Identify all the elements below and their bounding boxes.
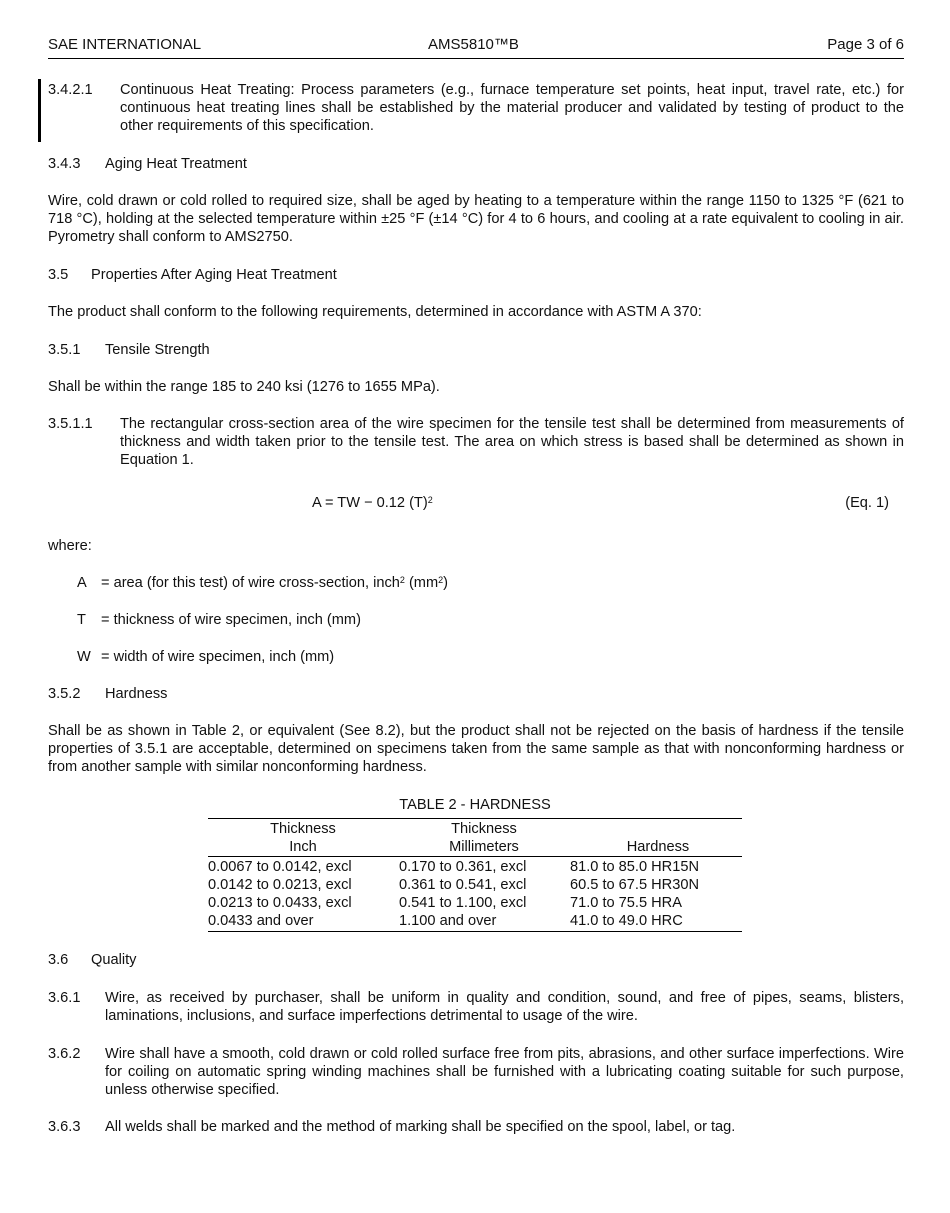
table-cell: 0.541 to 1.100, excl	[399, 895, 527, 911]
section-3-4-2-1	[48, 81, 904, 137]
header-line: Inch	[289, 839, 317, 855]
table-header-inch	[248, 820, 358, 856]
definition-symbol: W	[77, 649, 91, 665]
section-3-6-1	[48, 989, 904, 1026]
header-page-number: Page 3 of 6	[827, 36, 904, 53]
section-number: 3.5.1	[48, 342, 81, 358]
definition-w	[77, 648, 334, 666]
table-cell: 0.0213 to 0.0433, excl	[208, 895, 352, 911]
where-label: where:	[48, 538, 92, 554]
definition-t	[77, 611, 361, 629]
table-bottom-rule	[208, 931, 742, 932]
definition-superscript: 2	[438, 575, 444, 585]
definition-text: = thickness of wire specimen, inch (mm)	[101, 612, 361, 628]
table-cell: 1.100 and over	[399, 913, 497, 929]
revision-change-bar	[38, 79, 41, 142]
hardness-table	[208, 818, 742, 932]
header-doc-number: AMS5810™B	[428, 36, 519, 53]
header-org: SAE INTERNATIONAL	[48, 36, 202, 53]
table-cell: 0.0433 and over	[208, 913, 314, 929]
header-line	[608, 820, 708, 838]
section-number: 3.6.1	[48, 990, 81, 1006]
table-cell: 81.0 to 85.0 HR15N	[570, 859, 699, 875]
section-number: 3.6.3	[48, 1119, 81, 1135]
table-cell: 0.0067 to 0.0142, excl	[208, 859, 352, 875]
table-title: TABLE 2 - HARDNESS	[399, 797, 551, 813]
heading-3-4-3	[48, 155, 904, 173]
definition-text: = area (for this test) of wire cross-section, inch	[101, 575, 400, 591]
section-number: 3.5.1.1	[48, 416, 93, 432]
definition-superscript: 2	[399, 575, 405, 585]
equation-body: A = TW − 0.12 (T)	[312, 495, 428, 511]
section-title: Quality	[91, 952, 137, 968]
heading-3-5	[48, 266, 904, 284]
section-number: 3.6	[48, 952, 69, 968]
section-3-6-3	[48, 1118, 904, 1136]
section-number: 3.6.2	[48, 1046, 81, 1062]
section-number: 3.4.2.1	[48, 82, 93, 98]
heading-3-6	[48, 951, 904, 969]
page-header	[48, 36, 904, 59]
section-number: 3.5	[48, 267, 69, 283]
equation-1	[312, 494, 433, 512]
definition-a	[77, 574, 448, 592]
section-3-5-1-1	[48, 415, 904, 471]
equation-exponent: 2	[427, 495, 433, 505]
table-header-mm	[434, 820, 534, 856]
definition-symbol: A	[77, 575, 87, 591]
section-number: 3.5.2	[48, 686, 81, 702]
table-cell: 0.170 to 0.361, excl	[399, 859, 527, 875]
table-cell: 0.0142 to 0.0213, excl	[208, 877, 352, 893]
header-line: Thickness	[451, 821, 517, 837]
section-text: All welds shall be marked and the method of marking shall be specified on the spool, label, or tag.	[105, 1119, 736, 1135]
table-top-rule	[208, 818, 742, 819]
definition-text-mm: (mm	[404, 575, 439, 591]
section-title: Tensile Strength	[105, 342, 210, 358]
aging-paragraph: Wire, cold drawn or cold rolled to required size, shall be aged by heating to a temperature within the range 1150 to 1325 °F (621 to 718 °C), holding at the selected temperature within ±25 °F (±14 °C) for 4 to 6 hours, and cooling at a rate equivalent to cooling in air. Pyrometry shall conform to AMS2750.	[48, 193, 904, 245]
table-cell: 60.5 to 67.5 HR30N	[570, 877, 699, 893]
section-text: Continuous Heat Treating: Process parameters (e.g., furnace temperature set points, heat input, travel rate, etc.) for continuous heat treating lines shall be established by the material producer and validated by testing of product to the other requirements of this specification.	[120, 82, 904, 134]
section-text: Wire shall have a smooth, cold drawn or cold rolled surface free from pits, abrasions, and other surface imperfections. Wire for coiling on automatic spring winding machines shall be furnished with a lubricating coating suitable for such purpose, unless otherwise specified.	[105, 1046, 904, 1098]
heading-3-5-2	[48, 685, 904, 703]
section-3-6-2	[48, 1045, 904, 1101]
table-header-hardness	[608, 820, 708, 856]
table-header-rule	[208, 856, 742, 857]
definition-text-end: )	[443, 575, 449, 591]
equation-label: (Eq. 1)	[845, 495, 889, 511]
section-title: Properties After Aging Heat Treatment	[91, 267, 337, 283]
definition-symbol: T	[77, 612, 86, 628]
properties-paragraph: The product shall conform to the following requirements, determined in accordance with ASTM A 370:	[48, 304, 702, 320]
section-text: The rectangular cross-section area of the wire specimen for the tensile test shall be determined from measurements of thickness and width taken prior to the tensile test. The area on which stress is based shall be determined as shown in Equation 1.	[120, 416, 904, 468]
table-cell: 71.0 to 75.5 HRA	[570, 895, 682, 911]
header-line: Thickness	[270, 821, 336, 837]
section-number: 3.4.3	[48, 156, 81, 172]
heading-3-5-1	[48, 341, 904, 359]
header-line: Hardness	[626, 839, 690, 855]
section-title: Aging Heat Treatment	[105, 156, 247, 172]
definition-text: = width of wire specimen, inch (mm)	[101, 649, 335, 665]
tensile-paragraph: Shall be within the range 185 to 240 ksi (1276 to 1655 MPa).	[48, 379, 440, 395]
hardness-paragraph: Shall be as shown in Table 2, or equivalent (See 8.2), but the product shall not be rejected on the basis of hardness if the tensile properties of 3.5.1 are acceptable, determined on specimens taken from the same sample as that with nonconforming hardness or from another sample with similar nonconforming hardness.	[48, 723, 904, 775]
table-cell: 0.361 to 0.541, excl	[399, 877, 527, 893]
table-cell: 41.0 to 49.0 HRC	[570, 913, 683, 929]
header-line: Millimeters	[449, 839, 519, 855]
section-title: Hardness	[105, 686, 168, 702]
section-text: Wire, as received by purchaser, shall be uniform in quality and condition, sound, and free of pipes, seams, blisters, laminations, inclusions, and surface imperfections detrimental to usage of the wire.	[105, 990, 904, 1024]
